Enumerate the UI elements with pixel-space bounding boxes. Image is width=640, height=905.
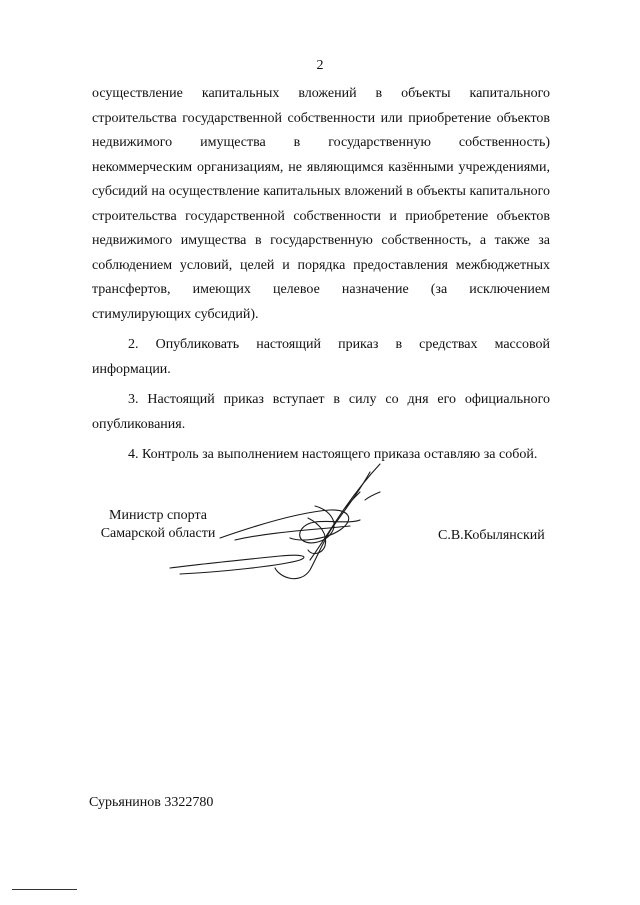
signature-block xyxy=(0,460,640,600)
page-number: 2 xyxy=(316,58,324,73)
executor-info: Сурьянинов 3322780 xyxy=(89,795,214,810)
document-body xyxy=(92,82,550,468)
paragraph-item-3: 3. Настоящий приказ вступает в силу со дня его официального опубликования. xyxy=(92,392,550,432)
handwritten-signature xyxy=(160,460,400,590)
paragraph-item-4: 4. Контроль за выполнением настоящего приказа оставляю за собой. xyxy=(128,447,538,462)
footer-divider xyxy=(12,889,77,890)
signatory-position-line2: Самарской области xyxy=(100,526,216,541)
paragraph-continuation: осуществление капитальных вложений в объекты капитального строительства государственной собственности или приобретение объектов недвижимого имущества в государственную собственность) некоммерческим организациям, не являющимся казёнными учреждениями, субсидий на осуществление капитальных вложений в объекты капитального строительства государственной собственности и приобретение объектов недвижимого имущества в государственную собственность, а также за соблюдением условий, целей и порядка предоставления межбюджетных трансфертов, имеющих целевое назначение (за исключением стимулирующих субсидий). xyxy=(92,86,550,322)
signatory-name: С.В.Кобылянский xyxy=(438,528,545,543)
paragraph-item-2: 2. Опубликовать настоящий приказ в средствах массовой информации. xyxy=(92,337,550,377)
signatory-position-line1: Министр спорта xyxy=(109,508,207,523)
